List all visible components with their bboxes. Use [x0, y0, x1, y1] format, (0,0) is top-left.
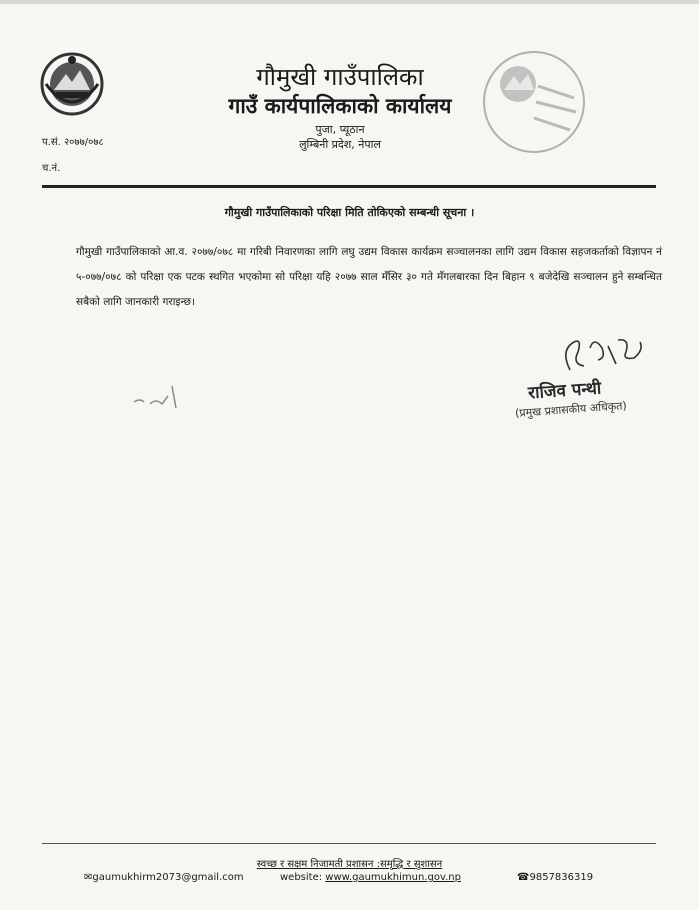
footer-motto: स्वच्छ र सक्षम निजामती प्रशासन :समृद्धि र सुशासन: [256, 859, 443, 870]
notice-subject: गौमुखी गाउँपालिकाको परिक्षा मिति तोकिएको सम्बन्धी सूचना ।: [224, 206, 475, 219]
telephone-icon: ☎: [517, 872, 530, 883]
address-line-2: लुम्बिनी प्रदेश, नेपाल: [299, 138, 381, 151]
email-address[interactable]: gaumukhirm2073@gmail.com: [92, 872, 244, 883]
pen-mark-icon: [132, 378, 184, 412]
office-seal-icon: [478, 46, 590, 158]
dispatch-number: च.नं.: [42, 163, 61, 174]
website-link[interactable]: www.gaumukhimun.gov.np: [325, 872, 461, 883]
signatory-name: राजिव पन्थी: [527, 378, 602, 404]
footer-email: [84, 872, 244, 883]
phone-number: 9857836319: [529, 872, 594, 883]
signatory-title: (प्रमुख प्रशासकीय अधिकृत): [514, 399, 628, 420]
scan-edge: [0, 0, 699, 4]
footer-phone: [517, 872, 593, 883]
letter-number: प.सं. २०७७/०७८: [42, 137, 104, 148]
header-divider: [42, 185, 656, 188]
footer-website: [280, 872, 461, 883]
address-line-1: पुजा, प्यूठान: [315, 123, 365, 136]
footer-divider: [42, 843, 656, 844]
letterhead: [200, 62, 480, 152]
nepal-emblem-icon: [38, 50, 106, 118]
envelope-icon: ✉: [84, 872, 93, 883]
municipality-name: गौमुखी गाउँपालिका: [256, 63, 424, 91]
notice-body: गौमुखी गाउँपालिकाको आ.व. २०७७/०७८ मा गरिबी निवारणका लागि लघु उद्यम विकास कार्यक्रम सञ्चालनका लागि उद्यम विकास सहजकर्ताको विज्ञापन नं ५-०७७/०७८ को परिक्षा एक पटक स्थगित भएकोमा सो परिक्षा यहि २०७७ साल मँसिर ३० गते मँगलबारका दिन बिहान ९ बजेदेखि सञ्चालन हुने सम्बन्धित सबैको लागि जानकारी गराइन्छ।: [76, 246, 662, 308]
signature-scribble-icon: [560, 330, 650, 380]
office-name: गाउँ कार्यपालिकाको कार्यालय: [228, 94, 452, 118]
website-label: website:: [280, 872, 323, 883]
